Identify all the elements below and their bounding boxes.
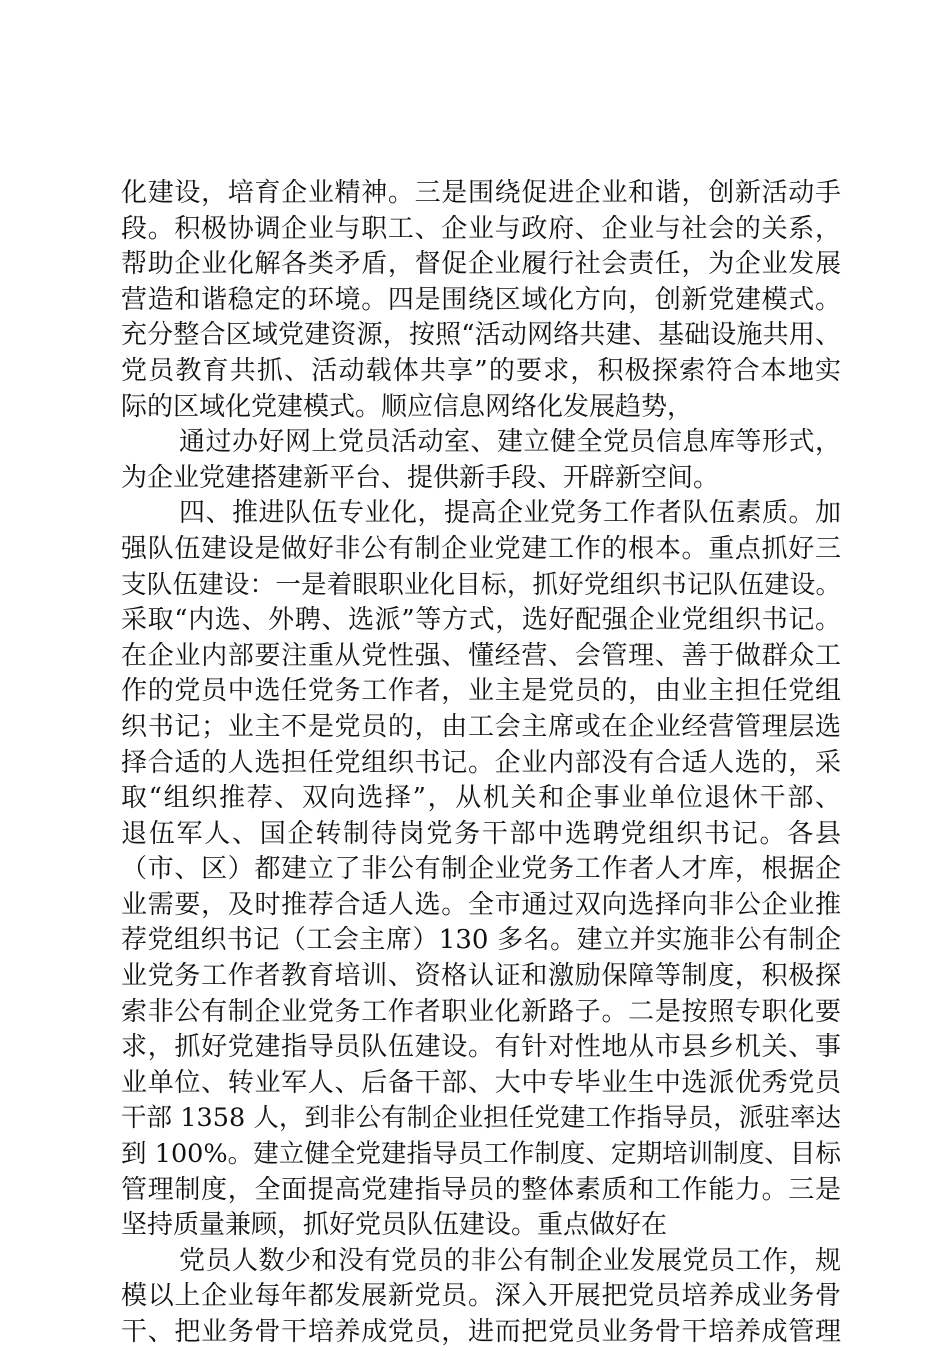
text-line: 化建设，培育企业精神。三是围绕促进企业和谐，创新活动手 xyxy=(121,178,841,208)
text-line: 通过办好网上党员活动室、建立健全党员信息库等形式， xyxy=(179,427,841,458)
text-line: 四、推进队伍专业化，提高企业党务工作者队伍素质。加 xyxy=(179,498,841,529)
text-line: 取“组织推荐、双向选择”，从机关和企事业单位退休干部、 xyxy=(121,783,841,814)
text-line: 业需要，及时推荐合适人选。全市通过双向选择向非公企业推 xyxy=(121,889,841,920)
text-line: 退伍军人、国企转制待岗党务干部中选聘党组织书记。各县 xyxy=(121,818,841,849)
text-line: 干、把业务骨干培养成党员，进而把党员业务骨干培养成管理 xyxy=(121,1317,841,1347)
text-line: 择合适的人选担任党组织书记。企业内部没有合适人选的，采 xyxy=(121,747,841,778)
text-line: （市、区）都建立了非公有制企业党务工作者人才库，根据企 xyxy=(121,854,841,885)
text-line: 为企业党建搭建新平台、提供新手段、开辟新空间。 xyxy=(121,462,720,493)
text-line: 际的区域化党建模式。顺应信息网络化发展趋势， xyxy=(121,391,694,422)
text-line: 营造和谐稳定的环境。四是围绕区域化方向，创新党建模式。 xyxy=(121,284,841,315)
text-line: 党员人数少和没有党员的非公有制企业发展党员工作，规 xyxy=(179,1245,841,1276)
text-line: 干部 1358 人，到非公有制企业担任党建工作指导员，派驻率达 xyxy=(121,1103,841,1134)
text-line: 充分整合区域党建资源，按照“活动网络共建、基础设施共用、 xyxy=(121,320,841,351)
text-line: 索非公有制企业党务工作者职业化新路子。二是按照专职化要 xyxy=(121,996,841,1027)
text-line: 采取“内选、外聘、选派”等方式，选好配强企业党组织书记。 xyxy=(121,605,841,636)
text-line: 荐党组织书记（工会主席）130 多名。建立并实施非公有制企 xyxy=(121,925,841,956)
text-line: 支队伍建设：一是着眼职业化目标，抓好党组织书记队伍建设。 xyxy=(121,569,841,600)
text-line: 业党务工作者教育培训、资格认证和激励保障等制度，积极探 xyxy=(121,961,841,992)
text-line: 管理制度，全面提高党建指导员的整体素质和工作能力。三是 xyxy=(121,1174,841,1205)
text-line: 在企业内部要注重从党性强、懂经营、会管理、善于做群众工 xyxy=(121,640,841,671)
text-line: 求，抓好党建指导员队伍建设。有针对性地从市县乡机关、事 xyxy=(121,1032,841,1063)
text-line: 帮助企业化解各类矛盾，督促企业履行社会责任，为企业发展 xyxy=(121,249,841,280)
text-line: 坚持质量兼顾，抓好党员队伍建设。重点做好在 xyxy=(121,1210,668,1241)
text-line: 到 100%。建立健全党建指导员工作制度、定期培训制度、目标 xyxy=(121,1139,841,1170)
text-line: 段。积极协调企业与职工、企业与政府、企业与社会的关系， xyxy=(121,213,841,244)
text-line: 织书记；业主不是党员的，由工会主席或在企业经营管理层选 xyxy=(121,711,841,742)
text-line: 作的党员中选任党务工作者，业主是党员的，由业主担任党组 xyxy=(121,676,841,707)
text-line: 党员教育共抓、活动载体共享”的要求，积极探索符合本地实 xyxy=(121,355,841,386)
text-line: 业单位、转业军人、后备干部、大中专毕业生中选派优秀党员 xyxy=(121,1067,841,1098)
body-text xyxy=(121,176,841,1351)
text-line: 模以上企业每年都发展新党员。深入开展把党员培养成业务骨 xyxy=(121,1281,841,1312)
text-line: 强队伍建设是做好非公有制企业党建工作的根本。重点抓好三 xyxy=(121,533,841,564)
